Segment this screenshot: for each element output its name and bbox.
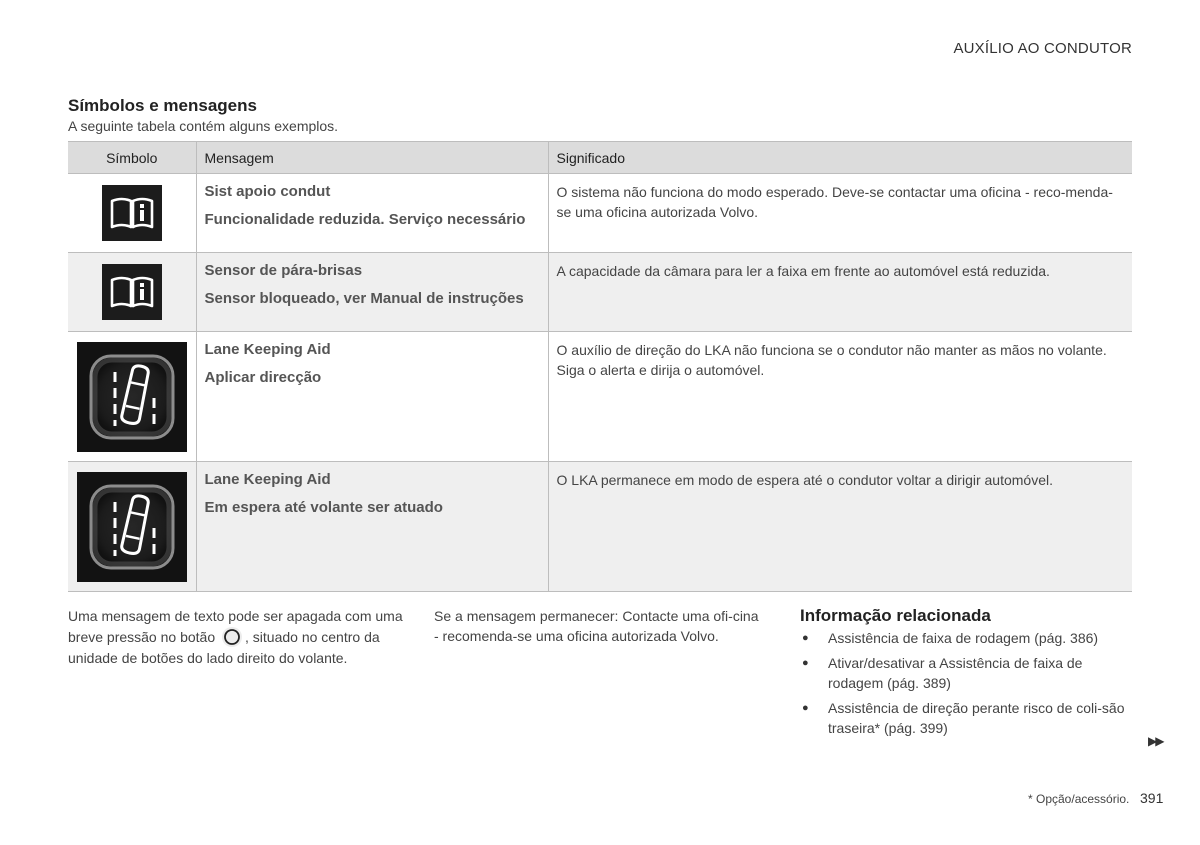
meaning-cell: O sistema não funciona do modo esperado. Deve-se contactar uma oficina - reco-menda-se uma oficina autorizada Volvo.: [548, 174, 1132, 253]
body-text-after-icon: , situado no centro da unidade de botões do lado direito do volante.: [68, 629, 380, 666]
message-title: Lane Keeping Aid: [204, 471, 331, 488]
lane-keeping-aid-icon: [77, 342, 187, 452]
message-detail: Funcionalidade reduzida. Serviço necessário: [204, 211, 526, 228]
table-row: [68, 174, 1132, 253]
related-link[interactable]: ● Assistência de direção perante risco de coli-são traseira* (pág. 399): [800, 698, 1140, 738]
related-link[interactable]: ● Assistência de faixa de rodagem (pág. 386): [800, 628, 1140, 648]
meaning-cell: O auxílio de direção do LKA não funciona se o condutor não manter as mãos no volante. Siga o alerta e dirija o automóvel.: [548, 332, 1132, 462]
manual-info-icon: [102, 264, 162, 320]
message-detail: Sensor bloqueado, ver Manual de instruções: [204, 290, 524, 307]
table-row: [68, 462, 1132, 592]
header-symbol: Símbolo: [68, 142, 196, 174]
meaning-cell: O LKA permanece em modo de espera até o condutor voltar a dirigir automóvel.: [548, 462, 1132, 592]
related-link[interactable]: ● Ativar/desativar a Assistência de faixa de rodagem (pág. 389): [800, 653, 1140, 693]
body-text-column-1: [68, 606, 408, 668]
message-detail: Aplicar direcção: [204, 369, 322, 386]
lane-keeping-aid-icon: [77, 472, 187, 582]
message-title: Sist apoio condut: [204, 183, 331, 200]
message-detail: Em espera até volante ser atuado: [204, 499, 443, 516]
header-message: Mensagem: [196, 142, 548, 174]
page-number: 391: [1140, 790, 1164, 806]
message-title: Sensor de pára-brisas: [204, 262, 363, 279]
message-cell: [196, 462, 548, 592]
section-subtitle: A seguinte tabela contém alguns exemplos.: [68, 118, 339, 134]
table-row: [68, 332, 1132, 462]
message-title: Lane Keeping Aid: [204, 341, 331, 358]
symbol-cell: [68, 332, 196, 462]
symbol-cell: [68, 253, 196, 332]
related-info-list: [800, 628, 1140, 738]
related-info: [800, 606, 1140, 743]
body-text-before-icon: Uma mensagem de texto pode ser apagada com uma breve pressão no botão: [68, 608, 403, 645]
header-meaning: Significado: [548, 142, 1132, 174]
symbol-cell: [68, 462, 196, 592]
table-row: [68, 253, 1132, 332]
manual-info-icon: [102, 185, 162, 241]
related-info-title: Informação relacionada: [800, 606, 991, 625]
symbol-cell: [68, 174, 196, 253]
message-cell: [196, 174, 548, 253]
meaning-cell: A capacidade da câmara para ler a faixa em frente ao automóvel está reduzida.: [548, 253, 1132, 332]
steering-button-icon: [221, 626, 243, 648]
message-cell: [196, 253, 548, 332]
footnote: * Opção/acessório.: [1028, 792, 1130, 806]
body-text-column-2: Se a mensagem permanecer: Contacte uma ofi-cina - recomenda-se uma oficina autorizada Volvo.: [434, 608, 759, 644]
symbols-table: [68, 141, 1132, 592]
message-cell: [196, 332, 548, 462]
running-header: AUXÍLIO AO CONDUTOR: [953, 40, 1132, 57]
table-header-row: [68, 142, 1132, 174]
double-triangle-right-icon: ▶▶: [1148, 734, 1163, 748]
section-title: Símbolos e mensagens: [68, 96, 257, 115]
